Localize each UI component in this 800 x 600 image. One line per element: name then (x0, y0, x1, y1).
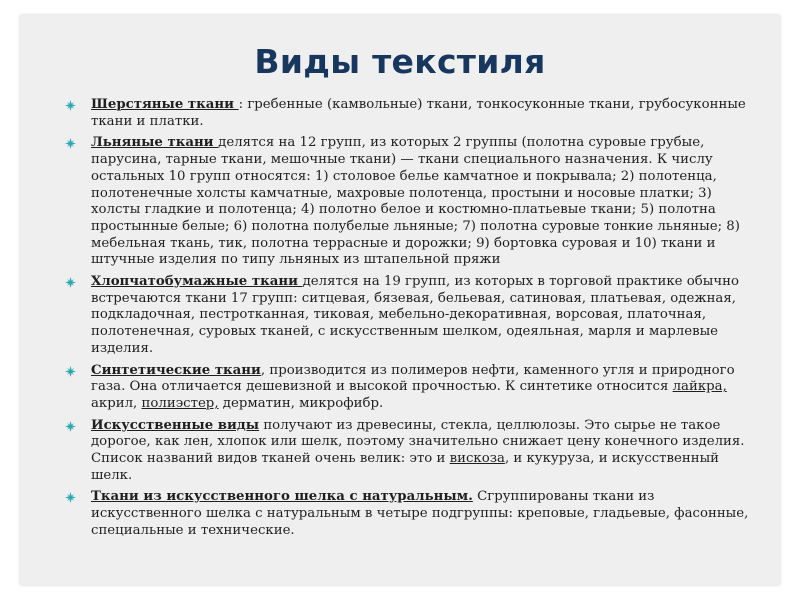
polyester-link[interactable]: полиэстер, (141, 395, 219, 411)
item-term: Хлопчатобумажные ткани (91, 274, 303, 290)
item-text: Сгруппированы ткани из искусственного шелка с натуральным в четыре подгруппы: креповые, гладьевые, фасонные, специальные и технические. (91, 489, 749, 538)
teal-sunburst-bullet-icon (65, 277, 76, 288)
list-item (64, 489, 754, 539)
viscose-link[interactable]: вискоза (449, 451, 505, 467)
item-text: делятся на 19 групп, из которых в торговой практике обычно встречаются ткани 17 групп: ситцевая, бязевая, бельевая, сатиновая, платьевая, одежная, подкладочная, пестротканная, тиковая, мебельно-декоративная, ворсовая, платочная, полотенечная, суровых тканей, с искусственным шелком, одеяльная, марля и марлевые изделия. (91, 274, 739, 356)
item-text: делятся на 12 групп, из которых 2 группы (полотна суровые грубые, парусина, тарные ткани, мешочные ткани) — ткани специального назначения. К числу остальных 10 групп относятся: 1) столовое белье камчатное и покрывала; 2) полотенца, полотенечные холсты камчатные, махровые полотенца, простыни и носовые платки; 3) холсты гладкие и полотенца; 4) полотно белое и костюмно-платьевые ткани; 5) полотна простынные белые; 6) полотна полубелые льняные; 7) полотна суровые тонкие льняные; 8) мебельная ткань, тик, полотна террасные и дорожки; 9) бортовка суровая и 10) ткани и штучные изделия по типу льняных из штапельной пряжи (91, 135, 740, 268)
item-text-a: , производится из полимеров нефти, каменного угля и природного газа. Она отличается дешевизной и высокой прочностью. К синтетике относится (91, 362, 735, 395)
item-text-c: дерматин, микрофибр. (218, 395, 384, 411)
list-item (64, 363, 754, 413)
item-text: : гребенные (камвольные) ткани, тонкосуконные ткани, грубосуконные ткани и платки. (91, 97, 746, 129)
lycra-link[interactable]: лайкра, (672, 379, 727, 395)
teal-sunburst-bullet-icon (65, 100, 76, 111)
list-item (64, 97, 754, 130)
content-panel (20, 15, 780, 585)
teal-sunburst-bullet-icon (65, 492, 76, 503)
item-term: Искусственные виды (91, 417, 260, 433)
item-term: Льняные ткани (91, 135, 219, 151)
item-text-b: акрил, (91, 395, 142, 411)
teal-sunburst-bullet-icon (65, 138, 76, 149)
item-text-a: получают из древесины, стекла, целлюлозы. Это сырье не такое дорогое, как лен, хлопок или шелк, поэтому значительно снижает цену конечного изделия. Список названий видов тканей очень велик: это и (91, 417, 745, 467)
list-item (64, 135, 754, 269)
slide-title: Виды текстиля (254, 42, 546, 81)
item-term: Шерстяные ткани (91, 97, 239, 112)
item-text-b: , и кукуруза, и искусственный шелк. (91, 451, 720, 483)
list-item (64, 274, 754, 358)
textile-types-list (64, 97, 754, 545)
item-term: Ткани из искусственного шелка с натуральным. (91, 489, 473, 505)
item-term: Синтетические ткани (91, 362, 261, 378)
list-item (64, 418, 754, 485)
teal-sunburst-bullet-icon (65, 366, 76, 377)
teal-sunburst-bullet-icon (65, 421, 76, 432)
